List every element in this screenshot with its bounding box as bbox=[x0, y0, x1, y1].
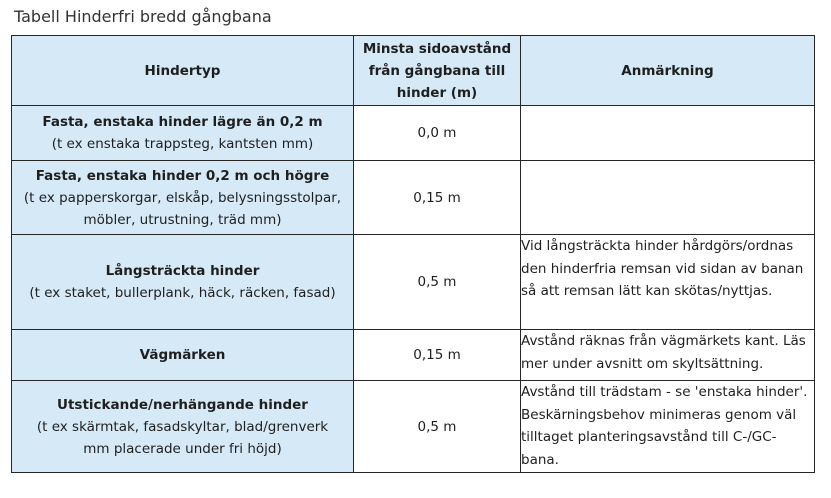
cell-anmarkning bbox=[521, 106, 815, 161]
cell-anmarkning: Avstånd räknas från vägmärkets kant. Läs mer under avsnitt om skyltsättning. bbox=[521, 330, 815, 381]
hindertyp-description: (t ex enstaka trappsteg, kantsten mm) bbox=[51, 136, 314, 152]
hindertyp-description: (t ex skärmtak, fasadskyltar, blad/grenverk mm placerade under fri höjd) bbox=[36, 418, 329, 457]
cell-anmarkning: Vid långsträckta hinder hårdgörs/ordnas den hinderfria remsan vid sidan av banan så att remsan lätt kan skötas/nyttjas. bbox=[521, 235, 815, 330]
hindertyp-title: Fasta, enstaka hinder 0,2 m och högre bbox=[35, 167, 330, 184]
cell-hindertyp bbox=[12, 161, 354, 235]
table-row bbox=[12, 235, 815, 330]
hindertyp-title: Vägmärken bbox=[139, 347, 226, 363]
cell-hindertyp bbox=[12, 106, 354, 161]
hindertyp-title: Långsträckta hinder bbox=[105, 263, 260, 279]
header-sidoavstand-text: Minsta sidoavstånd från gångbana till hinder (m) bbox=[362, 40, 512, 101]
cell-sidoavstand: 0,5 m bbox=[354, 235, 521, 330]
header-anmarkning: Anmärkning bbox=[521, 36, 815, 106]
hindertyp-description: (t ex staket, bullerplank, häck, räcken, fasad) bbox=[29, 285, 336, 301]
hindertyp-title: Fasta, enstaka hinder lägre än 0,2 m bbox=[42, 114, 323, 130]
hindertyp-title: Utstickande/nerhängande hinder bbox=[57, 396, 308, 413]
cell-hindertyp bbox=[12, 330, 354, 381]
header-row bbox=[12, 36, 815, 106]
cell-sidoavstand: 0,0 m bbox=[354, 106, 521, 161]
cell-sidoavstand: 0,5 m bbox=[354, 381, 521, 473]
cell-anmarkning bbox=[521, 161, 815, 235]
cell-hindertyp bbox=[12, 381, 354, 473]
hindertyp-description: (t ex papperskorgar, elskåp, belysningsstolpar, möbler, utrustning, träd mm) bbox=[23, 189, 342, 228]
cell-sidoavstand: 0,15 m bbox=[354, 330, 521, 381]
table-row bbox=[12, 381, 815, 473]
cell-hindertyp bbox=[12, 235, 354, 330]
cell-sidoavstand: 0,15 m bbox=[354, 161, 521, 235]
table-row bbox=[12, 161, 815, 235]
table-row bbox=[12, 330, 815, 381]
table-caption: Tabell Hinderfri bredd gångbana bbox=[14, 7, 272, 26]
header-sidoavstand bbox=[354, 36, 521, 106]
cell-anmarkning: Avstånd till trädstam - se 'enstaka hinder'. Beskärningsbehov minimeras genom väl tilltaget planteringsavstånd till C-/GC-bana. bbox=[521, 381, 815, 473]
table-row bbox=[12, 106, 815, 161]
header-hindertyp: Hindertyp bbox=[12, 36, 354, 106]
hinder-table bbox=[11, 35, 815, 473]
